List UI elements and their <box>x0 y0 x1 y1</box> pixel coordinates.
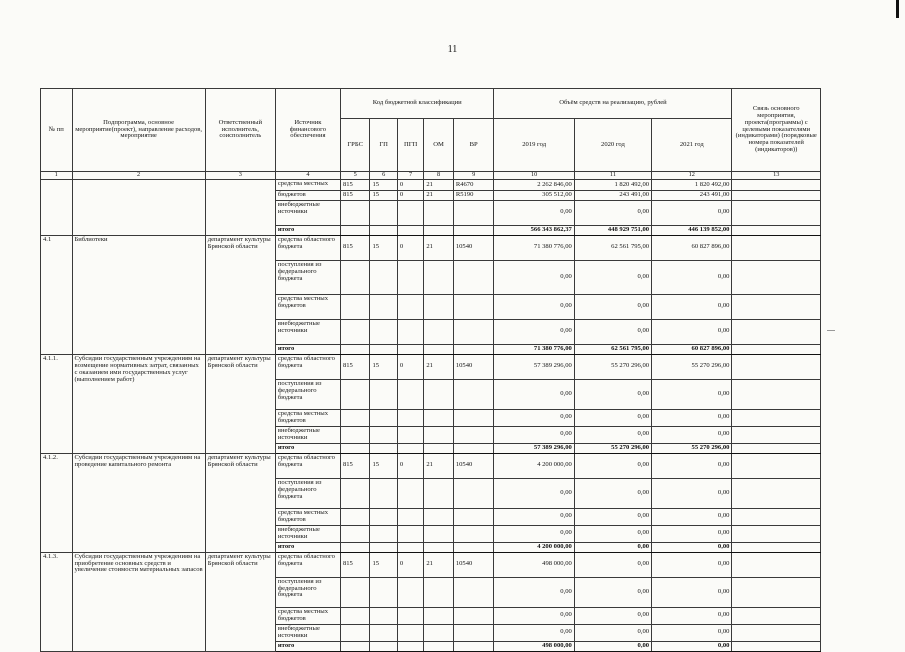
table-row <box>41 453 821 478</box>
pgp-code: 0 <box>397 235 423 260</box>
indicator-link <box>732 508 821 525</box>
indicator-link <box>732 552 821 577</box>
y2019-amount: 57 389 296,00 <box>494 443 574 453</box>
indicator-link <box>732 525 821 542</box>
y2019-amount: 0,00 <box>494 319 574 344</box>
indicator-link <box>732 478 821 508</box>
y2021-amount: 55 270 296,00 <box>652 354 732 379</box>
gp-code <box>370 607 397 624</box>
y2019-amount: 305 512,00 <box>494 191 574 201</box>
om-code <box>424 344 453 354</box>
financing-source: внебюджетные источники <box>275 426 340 443</box>
financing-source: поступления из федерального бюджета <box>275 478 340 508</box>
grbs-code <box>340 443 369 453</box>
column-number: 13 <box>732 172 821 180</box>
header-2019: 2019 год <box>494 119 574 172</box>
om-code <box>424 225 453 235</box>
gp-code: 15 <box>370 552 397 577</box>
row-number: 4.1.2. <box>41 453 73 552</box>
y2021-amount: 60 827 896,00 <box>652 235 732 260</box>
om-code <box>424 443 453 453</box>
gp-code <box>370 542 397 552</box>
grbs-code <box>340 379 369 409</box>
vr-code <box>453 409 494 426</box>
pgp-code: 0 <box>397 354 423 379</box>
column-number: 4 <box>275 172 340 180</box>
program-name: Субсидии государственным учреждениям на приобретение основных средств и увеличение стоимости материальных запасов <box>72 552 205 651</box>
table-row <box>41 180 821 191</box>
vr-code <box>453 577 494 607</box>
pgp-code <box>397 294 423 319</box>
financing-source: итого <box>275 542 340 552</box>
y2021-amount: 0,00 <box>652 624 732 641</box>
y2021-amount: 243 491,00 <box>652 191 732 201</box>
y2019-amount: 498 000,00 <box>494 641 574 651</box>
y2021-amount: 0,00 <box>652 508 732 525</box>
indicator-link <box>732 641 821 651</box>
indicator-link <box>732 453 821 478</box>
column-number: 11 <box>574 172 651 180</box>
pgp-code <box>397 607 423 624</box>
indicator-link <box>732 200 821 225</box>
y2020-amount: 55 270 296,00 <box>574 443 651 453</box>
gp-code: 15 <box>370 354 397 379</box>
y2019-amount: 57 389 296,00 <box>494 354 574 379</box>
empty-cell <box>41 180 73 236</box>
grbs-code <box>340 525 369 542</box>
financing-source: поступления из федерального бюджета <box>275 260 340 294</box>
gp-code <box>370 200 397 225</box>
y2019-amount: 0,00 <box>494 426 574 443</box>
header-2020: 2020 год <box>574 119 651 172</box>
pgp-code <box>397 200 423 225</box>
header-grbs: ГРБС <box>340 119 369 172</box>
empty-cell <box>72 180 205 236</box>
gp-code: 15 <box>370 191 397 201</box>
financing-source: средства местных бюджетов <box>275 508 340 525</box>
column-number: 9 <box>453 172 494 180</box>
grbs-code <box>340 260 369 294</box>
financing-source: бюджетов <box>275 191 340 201</box>
column-number-row <box>41 172 821 180</box>
row-number: 4.1 <box>41 235 73 354</box>
vr-code <box>453 443 494 453</box>
om-code: 21 <box>424 191 453 201</box>
vr-code <box>453 478 494 508</box>
y2020-amount: 0,00 <box>574 260 651 294</box>
gp-code <box>370 426 397 443</box>
vr-code: R5190 <box>453 191 494 201</box>
pgp-code <box>397 443 423 453</box>
y2021-amount: 0,00 <box>652 319 732 344</box>
indicator-link <box>732 577 821 607</box>
y2020-amount: 0,00 <box>574 641 651 651</box>
grbs-code <box>340 607 369 624</box>
y2020-amount: 62 561 795,00 <box>574 344 651 354</box>
om-code <box>424 525 453 542</box>
y2020-amount: 0,00 <box>574 624 651 641</box>
pgp-code <box>397 344 423 354</box>
financing-source: внебюджетные источники <box>275 624 340 641</box>
grbs-code <box>340 478 369 508</box>
program-name: Субсидии государственным учреждениям на возмещение нормативных затрат, связанных с оказанием ими государственных услуг (выполнением работ) <box>72 354 205 453</box>
indicator-link <box>732 624 821 641</box>
financing-source: средства областного бюджета <box>275 235 340 260</box>
grbs-code <box>340 409 369 426</box>
financing-source: итого <box>275 225 340 235</box>
grbs-code <box>340 294 369 319</box>
y2020-amount: 0,00 <box>574 508 651 525</box>
indicator-link <box>732 294 821 319</box>
grbs-code <box>340 624 369 641</box>
header-pgp: ПГП <box>397 119 423 172</box>
y2021-amount: 0,00 <box>652 200 732 225</box>
vr-code: R4670 <box>453 180 494 191</box>
vr-code: 10540 <box>453 453 494 478</box>
grbs-code <box>340 577 369 607</box>
vr-code <box>453 624 494 641</box>
y2019-amount: 0,00 <box>494 525 574 542</box>
grbs-code <box>340 200 369 225</box>
y2019-amount: 2 262 846,00 <box>494 180 574 191</box>
header-program-no: № пп <box>41 89 73 172</box>
y2019-amount: 4 200 000,00 <box>494 453 574 478</box>
gp-code <box>370 624 397 641</box>
indicator-link <box>732 409 821 426</box>
y2020-amount: 62 561 795,00 <box>574 235 651 260</box>
pgp-code: 0 <box>397 453 423 478</box>
column-number: 5 <box>340 172 369 180</box>
pgp-code <box>397 577 423 607</box>
gp-code <box>370 577 397 607</box>
om-code <box>424 200 453 225</box>
gp-code <box>370 225 397 235</box>
indicator-link <box>732 319 821 344</box>
indicator-link <box>732 443 821 453</box>
gp-code <box>370 319 397 344</box>
financing-source: средства местных бюджетов <box>275 294 340 319</box>
vr-code <box>453 200 494 225</box>
financing-source: итого <box>275 443 340 453</box>
financing-source: средства областного бюджета <box>275 354 340 379</box>
column-number: 1 <box>41 172 73 180</box>
y2019-amount: 71 380 776,00 <box>494 344 574 354</box>
y2019-amount: 0,00 <box>494 508 574 525</box>
indicator-link <box>732 542 821 552</box>
y2019-amount: 498 000,00 <box>494 552 574 577</box>
grbs-code <box>340 641 369 651</box>
y2019-amount: 0,00 <box>494 409 574 426</box>
program-name: Субсидии государственным учреждениям на проведение капитального ремонта <box>72 453 205 552</box>
indicator-link <box>732 180 821 191</box>
pgp-code <box>397 508 423 525</box>
financing-source: итого <box>275 641 340 651</box>
financing-source: поступления из федерального бюджета <box>275 379 340 409</box>
y2020-amount: 0,00 <box>574 426 651 443</box>
pgp-code <box>397 641 423 651</box>
row-number: 4.1.1. <box>41 354 73 453</box>
column-number: 3 <box>205 172 275 180</box>
gp-code <box>370 260 397 294</box>
scan-edge-mark <box>896 0 899 18</box>
header-classification: Код бюджетной классификации <box>340 89 494 119</box>
pgp-code: 0 <box>397 191 423 201</box>
column-number: 8 <box>424 172 453 180</box>
pgp-code <box>397 225 423 235</box>
financing-source: средства местных <box>275 180 340 191</box>
gp-code <box>370 478 397 508</box>
y2020-amount: 0,00 <box>574 409 651 426</box>
indicator-link <box>732 191 821 201</box>
column-number: 6 <box>370 172 397 180</box>
y2020-amount: 0,00 <box>574 379 651 409</box>
indicator-link <box>732 260 821 294</box>
header-vr: ВР <box>453 119 494 172</box>
y2021-amount: 0,00 <box>652 542 732 552</box>
financing-source: внебюджетные источники <box>275 200 340 225</box>
executor-name: департамент культуры Брянской области <box>205 552 275 651</box>
grbs-code <box>340 542 369 552</box>
indicator-link <box>732 379 821 409</box>
financing-source: средства местных бюджетов <box>275 409 340 426</box>
om-code <box>424 294 453 319</box>
y2020-amount: 0,00 <box>574 478 651 508</box>
y2021-amount: 0,00 <box>652 260 732 294</box>
grbs-code: 815 <box>340 191 369 201</box>
y2021-amount: 0,00 <box>652 525 732 542</box>
column-number: 10 <box>494 172 574 180</box>
y2019-amount: 0,00 <box>494 478 574 508</box>
grbs-code <box>340 426 369 443</box>
y2020-amount: 0,00 <box>574 319 651 344</box>
gp-code <box>370 641 397 651</box>
y2021-amount: 0,00 <box>652 607 732 624</box>
y2020-amount: 55 270 296,00 <box>574 354 651 379</box>
executor-name: департамент культуры Брянской области <box>205 235 275 354</box>
vr-code <box>453 525 494 542</box>
vr-code <box>453 508 494 525</box>
om-code: 21 <box>424 180 453 191</box>
gp-code <box>370 443 397 453</box>
pgp-code <box>397 624 423 641</box>
financing-source: средства областного бюджета <box>275 552 340 577</box>
table-row <box>41 235 821 260</box>
gp-code: 15 <box>370 180 397 191</box>
budget-table <box>40 88 821 652</box>
gp-code: 15 <box>370 453 397 478</box>
header-link: Связь основного мероприятия, проекта(программы) с целевыми показателями (индикаторами) (порядковые номера показателей (индикаторов)) <box>732 89 821 172</box>
grbs-code <box>340 508 369 525</box>
vr-code <box>453 225 494 235</box>
header-2021: 2021 год <box>652 119 732 172</box>
y2019-amount: 0,00 <box>494 260 574 294</box>
financing-source: внебюджетные источники <box>275 319 340 344</box>
y2021-amount: 0,00 <box>652 426 732 443</box>
grbs-code <box>340 225 369 235</box>
financing-source: поступления из федерального бюджета <box>275 577 340 607</box>
vr-code: 10540 <box>453 552 494 577</box>
y2020-amount: 0,00 <box>574 453 651 478</box>
y2021-amount: 60 827 896,00 <box>652 344 732 354</box>
pgp-code <box>397 260 423 294</box>
y2021-amount: 0,00 <box>652 478 732 508</box>
gp-code <box>370 344 397 354</box>
y2021-amount: 1 820 492,00 <box>652 180 732 191</box>
y2020-amount: 0,00 <box>574 607 651 624</box>
vr-code <box>453 294 494 319</box>
header-volume: Объём средств на реализацию, рублей <box>494 89 732 119</box>
y2021-amount: 55 270 296,00 <box>652 443 732 453</box>
y2019-amount: 0,00 <box>494 577 574 607</box>
grbs-code: 815 <box>340 552 369 577</box>
om-code <box>424 577 453 607</box>
om-code: 21 <box>424 235 453 260</box>
indicator-link <box>732 607 821 624</box>
y2021-amount: 0,00 <box>652 379 732 409</box>
column-number: 12 <box>652 172 732 180</box>
column-number: 2 <box>72 172 205 180</box>
y2021-amount: 0,00 <box>652 552 732 577</box>
vr-code <box>453 641 494 651</box>
y2020-amount: 0,00 <box>574 294 651 319</box>
y2019-amount: 0,00 <box>494 379 574 409</box>
indicator-link <box>732 344 821 354</box>
om-code <box>424 641 453 651</box>
vr-code <box>453 379 494 409</box>
pgp-code: 0 <box>397 552 423 577</box>
vr-code <box>453 319 494 344</box>
y2020-amount: 243 491,00 <box>574 191 651 201</box>
om-code <box>424 379 453 409</box>
indicator-link <box>732 426 821 443</box>
gp-code: 15 <box>370 235 397 260</box>
vr-code <box>453 426 494 443</box>
y2021-amount: 0,00 <box>652 409 732 426</box>
pgp-code <box>397 409 423 426</box>
header-source: Источник финансового обеспечения <box>275 89 340 172</box>
y2021-amount: 0,00 <box>652 453 732 478</box>
financing-source: итого <box>275 344 340 354</box>
grbs-code <box>340 319 369 344</box>
y2021-amount: 0,00 <box>652 641 732 651</box>
y2020-amount: 0,00 <box>574 577 651 607</box>
om-code <box>424 607 453 624</box>
page-number: 11 <box>447 44 458 55</box>
vr-code <box>453 542 494 552</box>
column-number: 7 <box>397 172 423 180</box>
gp-code <box>370 508 397 525</box>
empty-cell <box>205 180 275 236</box>
y2019-amount: 0,00 <box>494 200 574 225</box>
grbs-code: 815 <box>340 453 369 478</box>
y2020-amount: 0,00 <box>574 525 651 542</box>
program-name: Библиотеки <box>72 235 205 354</box>
y2020-amount: 0,00 <box>574 200 651 225</box>
header-subprogram: Подпрограмма, основное мероприятие(проект), направление расходов, мероприятие <box>72 89 205 172</box>
grbs-code: 815 <box>340 235 369 260</box>
vr-code: 10540 <box>453 235 494 260</box>
gp-code <box>370 409 397 426</box>
indicator-link <box>732 354 821 379</box>
gp-code <box>370 525 397 542</box>
pgp-code <box>397 478 423 508</box>
om-code <box>424 542 453 552</box>
indicator-link <box>732 225 821 235</box>
financing-source: средства местных бюджетов <box>275 607 340 624</box>
gp-code <box>370 379 397 409</box>
scan-dash <box>827 330 835 331</box>
grbs-code: 815 <box>340 354 369 379</box>
om-code <box>424 508 453 525</box>
header-executor: Ответственный исполнитель, соисполнитель <box>205 89 275 172</box>
om-code <box>424 426 453 443</box>
pgp-code <box>397 379 423 409</box>
row-number: 4.1.3. <box>41 552 73 651</box>
pgp-code <box>397 542 423 552</box>
grbs-code <box>340 344 369 354</box>
y2020-amount: 448 929 751,00 <box>574 225 651 235</box>
financing-source: внебюджетные источники <box>275 525 340 542</box>
grbs-code: 815 <box>340 180 369 191</box>
gp-code <box>370 294 397 319</box>
table-row <box>41 354 821 379</box>
om-code <box>424 260 453 294</box>
table-row <box>41 552 821 577</box>
om-code <box>424 319 453 344</box>
y2020-amount: 0,00 <box>574 542 651 552</box>
y2019-amount: 566 343 862,37 <box>494 225 574 235</box>
y2021-amount: 0,00 <box>652 294 732 319</box>
y2019-amount: 0,00 <box>494 294 574 319</box>
y2019-amount: 0,00 <box>494 624 574 641</box>
budget-table-body <box>41 180 821 652</box>
y2021-amount: 0,00 <box>652 577 732 607</box>
header-om: ОМ <box>424 119 453 172</box>
indicator-link <box>732 235 821 260</box>
y2019-amount: 71 380 776,00 <box>494 235 574 260</box>
pgp-code <box>397 525 423 542</box>
header-gp: ГП <box>370 119 397 172</box>
om-code: 21 <box>424 552 453 577</box>
pgp-code <box>397 319 423 344</box>
om-code <box>424 478 453 508</box>
y2019-amount: 0,00 <box>494 607 574 624</box>
om-code: 21 <box>424 354 453 379</box>
vr-code <box>453 607 494 624</box>
om-code: 21 <box>424 453 453 478</box>
vr-code <box>453 344 494 354</box>
y2019-amount: 4 200 000,00 <box>494 542 574 552</box>
y2020-amount: 1 820 492,00 <box>574 180 651 191</box>
executor-name: департамент культуры Брянской области <box>205 354 275 453</box>
pgp-code: 0 <box>397 180 423 191</box>
financing-source: средства областного бюджета <box>275 453 340 478</box>
om-code <box>424 409 453 426</box>
executor-name: департамент культуры Брянской области <box>205 453 275 552</box>
vr-code: 10540 <box>453 354 494 379</box>
pgp-code <box>397 426 423 443</box>
om-code <box>424 624 453 641</box>
y2020-amount: 0,00 <box>574 552 651 577</box>
y2021-amount: 446 139 852,00 <box>652 225 732 235</box>
vr-code <box>453 260 494 294</box>
